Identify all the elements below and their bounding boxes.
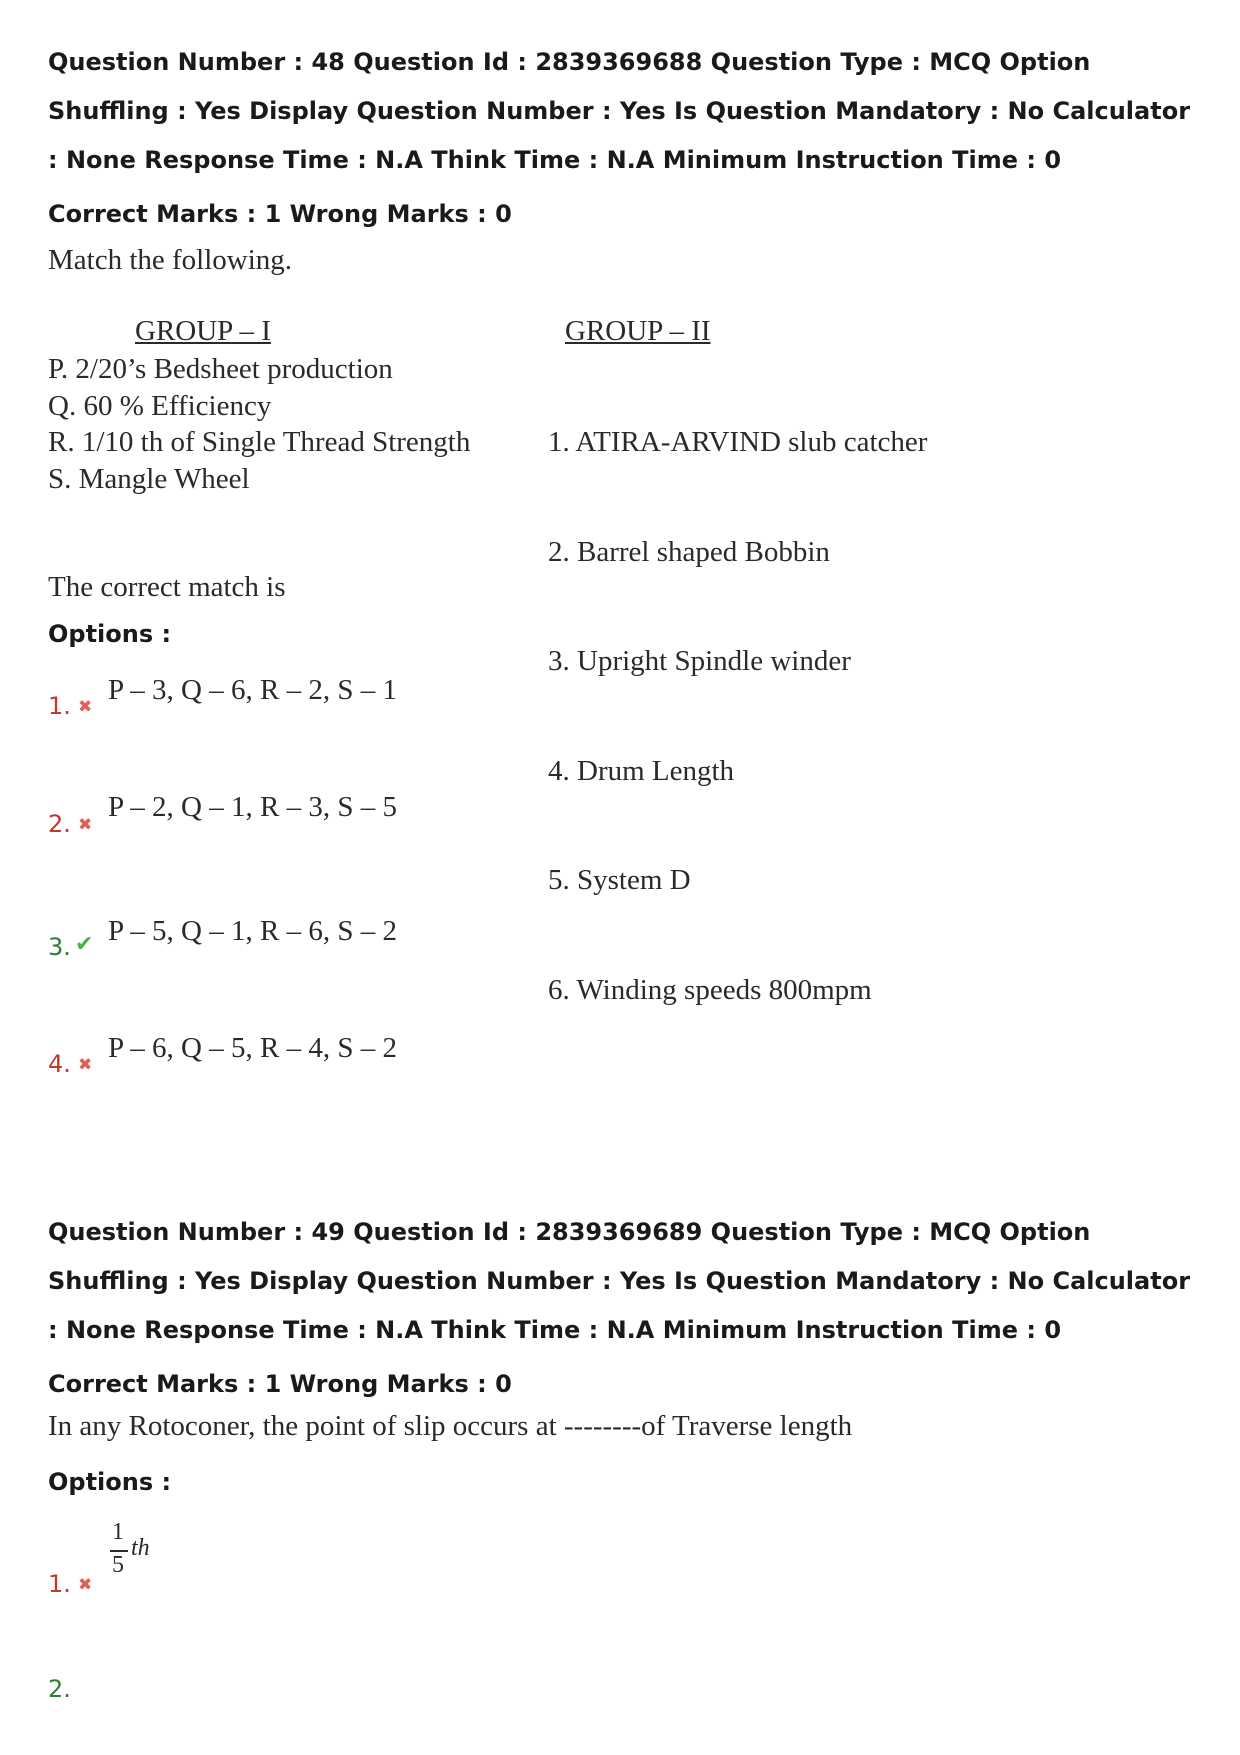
question-49-marks: Correct Marks : 1 Wrong Marks : 0	[48, 1370, 512, 1398]
group-1-list	[48, 351, 470, 497]
group-1-item: R. 1/10 th of Single Thread Strength	[48, 426, 471, 458]
question-48-stem: Match the following.	[48, 244, 293, 276]
option-number: 4.	[48, 1050, 71, 1078]
fraction-suffix: th	[131, 1535, 150, 1561]
cross-icon: ✖	[78, 1055, 93, 1075]
cross-icon: ✖	[78, 1575, 93, 1595]
question-48-options-label: Options :	[48, 620, 172, 648]
question-49-meta: Question Number : 49 Question Id : 2839369689 Question Type : MCQ Option Shuffling : Yes Display Question Number : Yes Is Question Mandatory : No Calculator : None Response Time : N.A Think Time : N.A Minimum Instruction Time : 0	[48, 1218, 1191, 1344]
question-49-stem: In any Rotoconer, the point of slip occurs at --------of Traverse length	[48, 1410, 853, 1442]
option-number: 2.	[48, 1675, 71, 1703]
group-2-item: 5. System D	[548, 864, 691, 896]
option-text: P – 6, Q – 5, R – 4, S – 2	[108, 1032, 397, 1064]
option-text: P – 3, Q – 6, R – 2, S – 1	[108, 674, 397, 706]
option-number: 1.	[48, 1570, 71, 1598]
question-48-meta: Question Number : 48 Question Id : 2839369688 Question Type : MCQ Option Shuffling : Yes Display Question Number : Yes Is Question Mandatory : No Calculator : None Response Time : N.A Think Time : N.A Minimum Instruction Time : 0	[48, 48, 1191, 174]
option-number: 2.	[48, 810, 71, 838]
question-48-text: The correct match is	[48, 571, 286, 603]
group-2-item: 4. Drum Length	[548, 754, 735, 787]
group-1-item: S. Mangle Wheel	[48, 462, 250, 495]
group-2-item: 1. ATIRA-ARVIND slub catcher	[548, 426, 928, 458]
group-1-item: Q. 60 % Efficiency	[48, 389, 272, 422]
option-number: 3.	[48, 933, 71, 961]
fraction-denominator: 5	[112, 1552, 124, 1578]
fraction-option	[108, 1519, 168, 1589]
option-number: 1.	[48, 692, 71, 720]
group-2-heading: GROUP – II	[565, 315, 711, 347]
group-2-item: 6. Winding speeds 800mpm	[548, 973, 872, 1006]
cross-icon: ✖	[78, 815, 93, 835]
group-2-item: 3. Upright Spindle winder	[548, 645, 851, 677]
option-text: P – 5, Q – 1, R – 6, S – 2	[108, 915, 397, 947]
group-2-list	[548, 351, 927, 1081]
option-text: P – 2, Q – 1, R – 3, S – 5	[108, 791, 397, 823]
question-49-options-label: Options :	[48, 1468, 172, 1496]
group-1-heading: GROUP – I	[135, 315, 271, 347]
question-48-marks: Correct Marks : 1 Wrong Marks : 0	[48, 200, 512, 228]
check-icon: ✔	[75, 932, 94, 957]
group-2-item: 2. Barrel shaped Bobbin	[548, 535, 830, 568]
fraction-numerator: 1	[112, 1519, 124, 1545]
cross-icon: ✖	[78, 697, 93, 717]
group-1-item: P. 2/20’s Bedsheet production	[48, 353, 393, 385]
